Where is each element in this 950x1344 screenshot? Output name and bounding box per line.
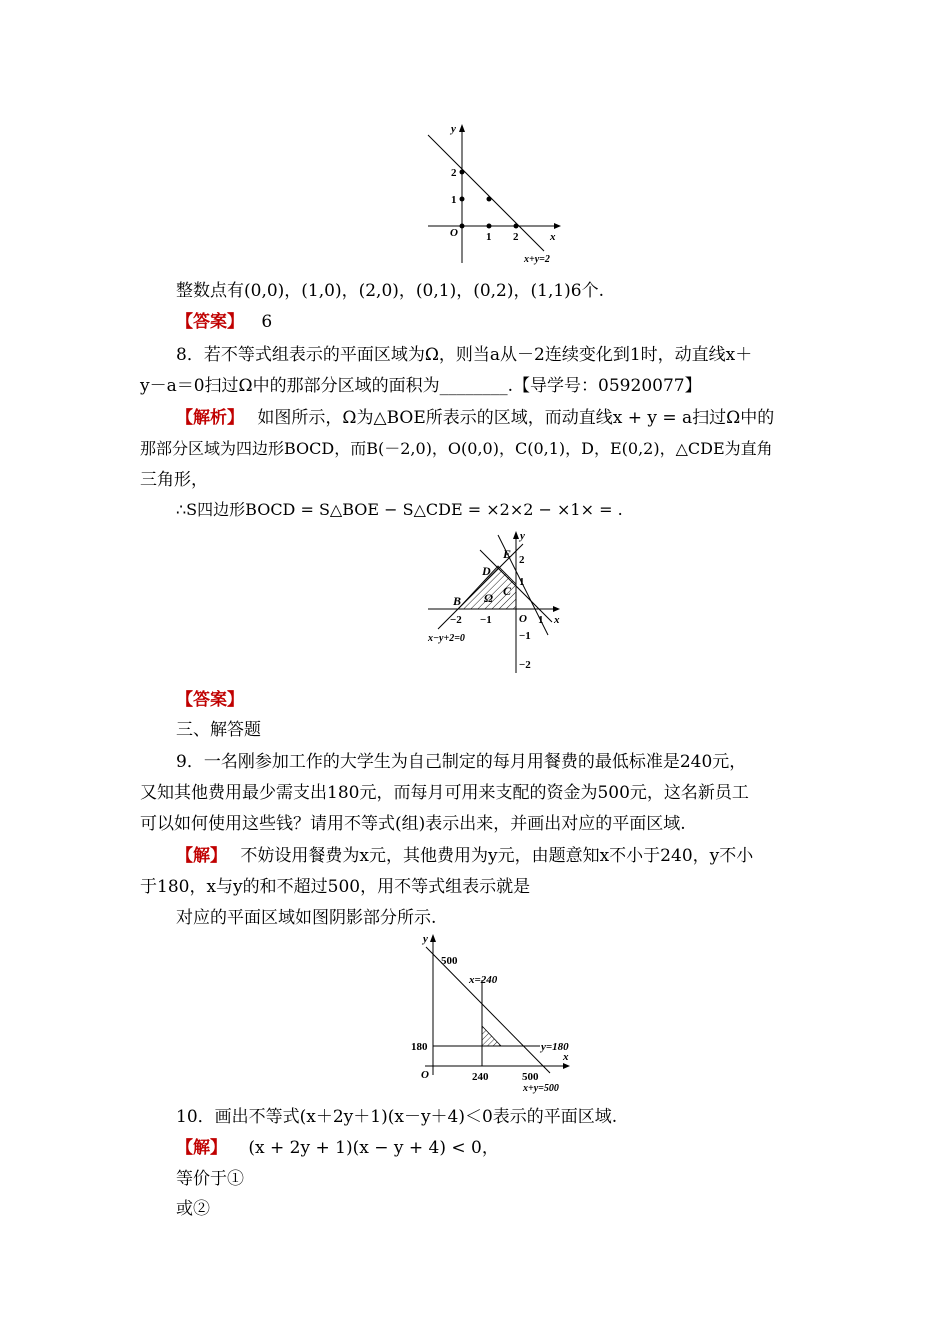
x-tick-neg1: −1 xyxy=(480,614,492,626)
y-tick-2: 2 xyxy=(451,167,457,179)
label-e: E xyxy=(503,547,512,561)
solution-9-line1 xyxy=(176,844,856,868)
y-axis-arrow xyxy=(459,124,465,132)
question-9-line3: 可以如何使用这些钱？请用不等式(组)表示出来，并画出对应的平面区域. xyxy=(140,814,686,834)
question-10: 10．画出不等式(x＋2y＋1)(x－y＋4)＜0表示的平面区域. xyxy=(176,1107,618,1127)
x-tick-1: 1 xyxy=(538,614,544,626)
point-0-2 xyxy=(460,170,465,175)
line-label: x−y+2=0 xyxy=(428,633,465,644)
label-b: B xyxy=(453,594,462,608)
solution-8-line1 xyxy=(176,406,856,430)
section-title: 三、解答题 xyxy=(176,720,261,740)
x-tick-500: 500 xyxy=(522,1071,539,1083)
x-tick-1: 1 xyxy=(486,231,492,243)
y-tick-500: 500 xyxy=(441,955,458,967)
point-0-0 xyxy=(460,224,465,229)
solution-tag: 【解】 xyxy=(176,1138,227,1158)
question-9-line2: 又知其他费用最少需支出180元，而每月可用来支配的资金为500元，这名新员工 xyxy=(140,783,749,803)
solution-tag: 【解析】 xyxy=(176,408,244,428)
solution-text: 不妨设用餐费为x元，其他费用为y元，由题意知x不小于240，y不小 xyxy=(240,846,754,866)
figure-budget-region xyxy=(405,930,585,1095)
x-axis-arrow xyxy=(563,1063,570,1069)
answer-tag: 【答案】 xyxy=(176,312,244,332)
x-label: x xyxy=(554,614,560,626)
point-1-0 xyxy=(487,224,492,229)
shaded-region xyxy=(482,1026,501,1046)
solution-10-line3: 或② xyxy=(176,1199,210,1219)
question-9-line1: 9．一名刚参加工作的大学生为自己制定的每月用餐费的最低标准是240元， xyxy=(176,752,747,772)
y-axis-arrow xyxy=(430,934,436,942)
x-label: x xyxy=(563,1051,569,1063)
x-label: x xyxy=(550,231,556,243)
y-tick-1: 1 xyxy=(451,194,457,206)
y-tick-1: 1 xyxy=(519,576,525,588)
line-label: x+y=500 xyxy=(523,1083,559,1094)
x-tick-neg2: −2 xyxy=(450,614,462,626)
label-c: C xyxy=(503,584,512,598)
label-omega: Ω xyxy=(484,591,493,605)
question-8-line2: y－a＝0扫过Ω中的那部分区域的面积为________.【导学号：05920077】 xyxy=(140,376,702,396)
integer-points-text: 整数点有(0,0)，(1,0)，(2,0)，(0,1)，(0,2)，(1,1)6个. xyxy=(176,281,605,301)
y-tick-180: 180 xyxy=(411,1041,428,1053)
solution-text: 如图所示，Ω为△BOE所表示的区域，而动直线x + y = a扫过Ω中的 xyxy=(257,408,775,428)
x-tick-240: 240 xyxy=(472,1071,489,1083)
point-1-1 xyxy=(487,197,492,202)
figure-region-omega xyxy=(420,525,580,675)
y-axis-arrow xyxy=(513,531,519,539)
solution-8-line2: 那部分区域为四边形BOCD，而B(－2,0)，O(0,0)，C(0,1)，D，E(0,2)，△CDE为直角 xyxy=(140,439,773,458)
answer-value: 6 xyxy=(261,312,273,332)
answer-7 xyxy=(176,310,856,334)
y-180-label: y=180 xyxy=(541,1041,569,1053)
y-tick-2: 2 xyxy=(519,554,525,566)
answer-tag: 【答案】 xyxy=(176,690,244,710)
x-axis-arrow xyxy=(553,606,560,612)
solution-10-line2: 等价于① xyxy=(176,1169,244,1189)
solution-9-line2: 于180，x与y的和不超过500，用不等式组表示就是 xyxy=(140,877,531,897)
solution-8-formula: ∴S四边形BOCD = S△BOE − S△CDE = ×2×2 − ×1× = . xyxy=(176,500,623,519)
point-0-1 xyxy=(460,197,465,202)
label-d: D xyxy=(482,564,491,578)
solution-text: (x + 2y + 1)(x − y + 4) < 0， xyxy=(248,1138,499,1158)
x-240-label: x=240 xyxy=(469,974,498,986)
answer-8 xyxy=(176,688,856,712)
y-tick-neg2: −2 xyxy=(519,659,531,671)
line-label: x+y=2 xyxy=(524,254,550,265)
x-tick-2: 2 xyxy=(513,231,519,243)
question-8-line1: 8．若不等式组表示的平面区域为Ω，则当a从－2连续变化到1时，动直线x＋ xyxy=(176,345,753,365)
y-label: y xyxy=(520,530,525,542)
y-label: y xyxy=(423,933,428,945)
solution-tag: 【解】 xyxy=(176,846,227,866)
origin-label: O xyxy=(421,1069,429,1081)
figure-integer-points xyxy=(420,118,570,268)
solution-8-line3: 三角形， xyxy=(140,470,208,490)
point-2-0 xyxy=(514,224,519,229)
origin-label: O xyxy=(519,613,527,625)
x-axis-arrow xyxy=(554,223,561,229)
solution-9-line3: 对应的平面区域如图阴影部分所示. xyxy=(176,908,437,928)
origin-label: O xyxy=(450,227,458,239)
solution-10-line1 xyxy=(176,1136,856,1160)
y-tick-neg1: −1 xyxy=(519,630,531,642)
y-label: y xyxy=(451,123,456,135)
